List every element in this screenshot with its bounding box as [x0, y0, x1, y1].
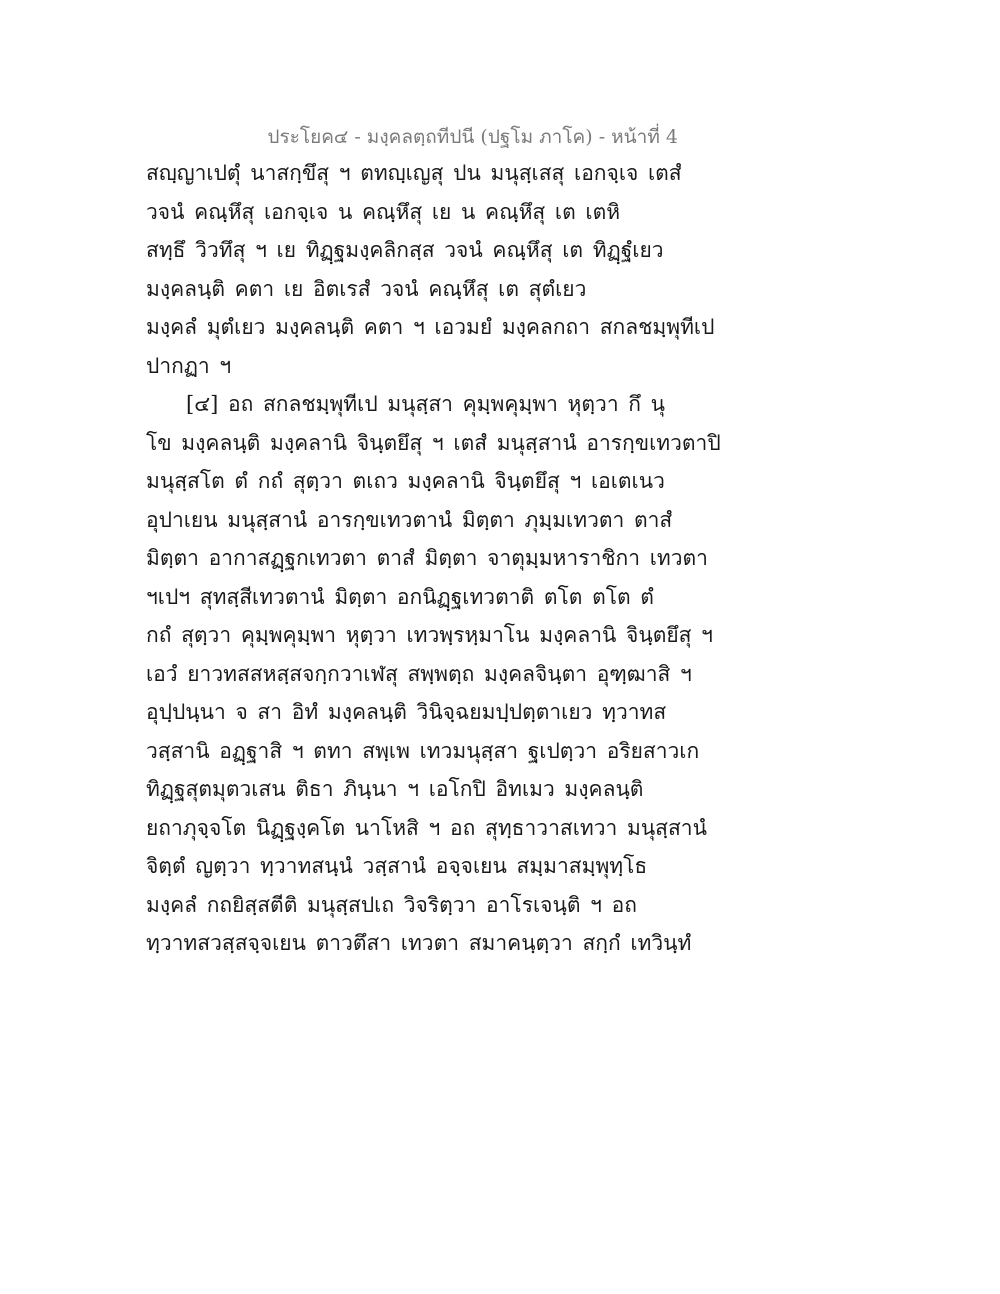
- text-line: ฯเปฯ สุทสฺสีเทวตานํ มิตฺตา อกนิฏฺฐเทวตาติ ตโต ตโต ตํ: [146, 584, 654, 609]
- text-line: จิตฺตํ ญตฺวา ทฺวาทสนฺนํ วสฺสานํ อจฺจเยน สมฺมาสมฺพุทฺโธ: [146, 854, 648, 878]
- text-line: อุปฺปนฺนา จ สา อิทํ มงฺคลนฺติ วินิจฺฉยมปฺปตฺตาเยว ทฺวาทส: [146, 700, 667, 724]
- text-line: มิตฺตา อากาสฏฺฐกเทวตา ตาสํ มิตฺตา จาตุมฺมหาราชิกา เทวตา: [146, 546, 708, 570]
- text-line: มงฺคลํ กถยิสฺสตีติ มนุสฺสปเถ วิจริตฺวา อาโรเจนฺติ ฯ อถ: [146, 892, 637, 917]
- text-line: สทฺธึ วิวทึสุ ฯ เย ทิฏฺฐมงฺคลิกสฺส วจนํ คณฺหึสุ เต ทิฏฺฐํเยว: [146, 238, 664, 262]
- paragraph-start-line: [๔] อถ สกลชมฺพุทีเป มนุสฺสา คุมฺพคุมฺพา หุตฺวา กึ นุ: [186, 392, 666, 416]
- text-line: มงฺคลนฺติ คตา เย อิตเรสํ วจนํ คณฺหึสุ เต สุตํเยว: [146, 276, 587, 301]
- text-line: ยถาภุจฺจโต นิฏฺฐงฺคโต นาโหสิ ฯ อถ สุทฺธาวาสเทวา มนุสฺสานํ: [146, 815, 707, 840]
- text-line: ทฺวาทสวสฺสจฺจเยน ตาวตึสา เทวตา สมาคนฺตฺวา สกฺกํ เทวินฺทํ: [146, 931, 692, 955]
- text-line: ทิฏฺฐสุตมุตวเสน ติธา ภินฺนา ฯ เอโกปิ อิทเมว มงฺคลนฺติ: [146, 777, 644, 801]
- text-line: มนุสฺสโต ตํ กถํ สุตฺวา ตเถว มงฺคลานิ จินฺตยึสุ ฯ เอเตเนว: [146, 469, 665, 493]
- text-line: มงฺคลํ มุตํเยว มงฺคลนฺติ คตา ฯ เอวมยํ มงฺคลกถา สกลชมฺพุทีเป: [146, 315, 715, 339]
- text-line: สญฺญาเปตุํ นาสกฺขึสุ ฯ ตทญฺเญสุ ปน มนุสฺเสสุ เอกจฺเจ เตสํ: [146, 161, 682, 185]
- text-line: เอวํ ยาวทสสหสฺสจกฺกวาเฬสุ สพฺพตฺถ มงฺคลจินฺตา อุฑฺฒาสิ ฯ: [146, 661, 692, 686]
- running-head: ประโยค๔ - มงฺคลตฺถทีปนี (ปฐโม ภาโค) - หน้าที่ 4: [267, 126, 678, 148]
- body-text: [146, 154, 721, 963]
- text-line: กถํ สุตฺวา คุมฺพคุมฺพา หุตฺวา เทวพฺรหฺมาโน มงฺคลานิ จินฺตยึสุ ฯ: [146, 623, 713, 647]
- text-line: อุปาเยน มนุสฺสานํ อารกฺขเทวตานํ มิตฺตา ภุมฺมเทวตา ตาสํ: [146, 507, 673, 532]
- text-line: วสฺสานิ อฏฺฐาสิ ฯ ตทา สพฺเพ เทวมนุสฺสา ฐเปตฺวา อริยสาวเก: [146, 738, 700, 763]
- text-line: ปากฏา ฯ: [146, 353, 232, 378]
- text-line: วจนํ คณฺหึสุ เอกจฺเจ น คณฺหึสุ เย น คณฺหึสุ เต เตหิ: [146, 199, 621, 224]
- text-line: โข มงฺคลนฺติ มงฺคลานิ จินฺตยึสุ ฯ เตสํ มนุสฺสานํ อารกฺขเทวตาปิ: [146, 430, 721, 455]
